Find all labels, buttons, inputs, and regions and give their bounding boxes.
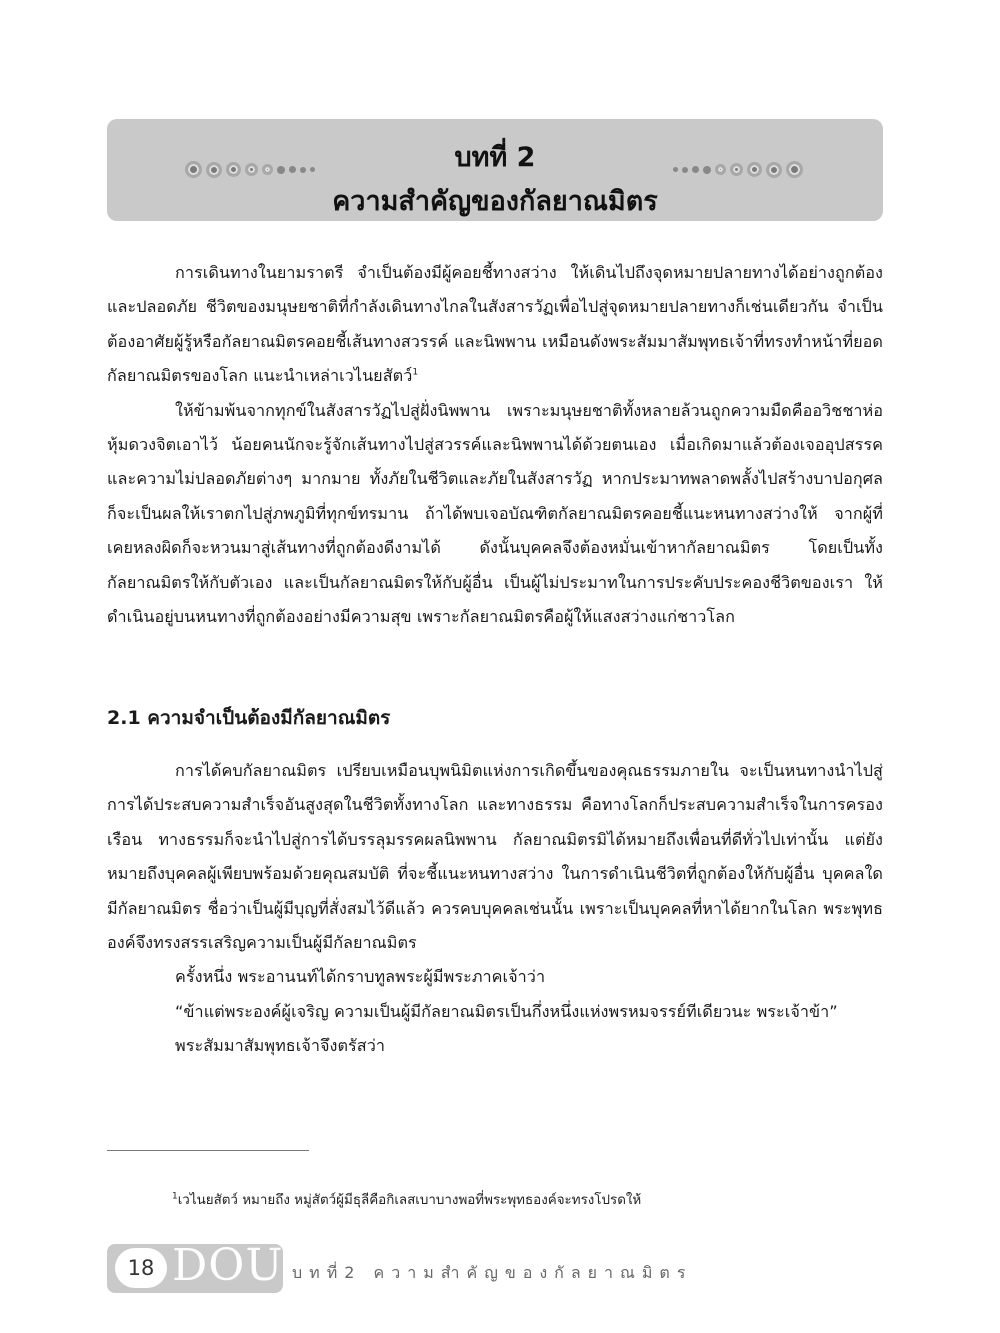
intro-paragraph-2: ให้ข้ามพ้นจากทุกข์ในสังสารวัฏไปสู่ฝั่งนิพพาน เพราะมนุษยชาติทั้งหลายล้วนถูกความมืดคืออวิชชาห่อหุ้มดวงจิตเอาไว้ น้อยคนนักจะรู้จักเส้นทางไปสู่สวรรค์และนิพพานได้ด้วยตนเอง เมื่อเกิดมาแล้วต้องเจออุปสรรคและความไม่ปลอดภัยต่างๆ มากมาย ทั้งภัยในชีวิตและภัยในสังสารวัฏ หากประมาทพลาดพลั้งไปสร้างบาปอกุศล ก็จะเป็นผลให้เราตกไปสู่ภพภูมิที่ทุกข์ทรมาน ถ้าได้พบเจอบัณฑิตกัลยาณมิตรคอยชี้แนะหนทางสว่างให้ จากผู้ที่เคยหลงผิดก็จะหวนมาสู่เส้นทางที่ถูกต้องดีงามได้ ดังนั้นบุคคลจึงต้องหมั่นเข้าหากัลยาณมิตร โดยเป็นทั้งกัลยาณมิตรให้กับตัวเอง และเป็นกัลยาณมิตรให้กับผู้อื่น เป็นผู้ไม่ประมาทในการประคับประคองชีวิตของเรา ให้ดำเนินอยู่บนหนทางที่ถูกต้องอย่างมีความสุข เพราะกัลยาณมิตรคือผู้ให้แสงสว่างแก่ชาวโลก (107, 400, 883, 627)
footnote (172, 1189, 641, 1210)
chapter-title: ความสำคัญของกัลยาณมิตร (332, 186, 658, 217)
footnote-marker: 1 (172, 1191, 178, 1202)
footnote-text: เวไนยสัตว์ หมายถึง หมู่สัตว์ผู้มีธุลีคือกิเลสเบาบางพอที่พระพุทธองค์จะทรงโปรดให้ (177, 1193, 642, 1208)
section-heading: 2.1 ความจำเป็นต้องมีกัลยาณมิตร (107, 707, 391, 729)
section-paragraph-3: พระสัมมาสัมพุทธเจ้าจึงตรัสว่า (175, 1036, 386, 1056)
section-paragraph-1: การได้คบกัลยาณมิตร เปรียบเหมือนบุพนิมิตแห่งการเกิดขึ้นของคุณธรรมภายใน จะเป็นหนทางนำไปสู่การได้ประสบความสำเร็จอันสูงสุดในชีวิตทั้งทางโลก และทางธรรม คือทางโลกก็ประสบความสำเร็จในการครองเรือน ทางธรรมก็จะนำไปสู่การได้บรรลุมรรคผลนิพพาน กัลยาณมิตรมิได้หมายถึงเพื่อนที่ดีทั่วไปเท่านั้น แต่ยังหมายถึงบุคคลผู้เพียบพร้อมด้วยคุณสมบัติ ที่จะชี้แนะหนทางสว่าง ในการดำเนินชีวิตที่ถูกต้องให้กับผู้อื่น บุคคลใดมีกัลยาณมิตร ชื่อว่าเป็นผู้มีบุญที่สั่งสมไว้ดีแล้ว ควรคบบุคคลเช่นนั้น เพราะเป็นบุคคลที่หาได้ยากในโลก พระพุทธองค์จึงทรงสรรเสริญความเป็นผู้มีกัลยาณมิตร (107, 761, 883, 953)
decorative-dots-right (673, 161, 803, 178)
footnote-divider (107, 1150, 309, 1151)
intro-paragraph-1: การเดินทางในยามราตรี จำเป็นต้องมีผู้คอยชี้ทางสว่าง ให้เดินไปถึงจุดหมายปลายทางได้อย่างถูกต้องและปลอดภัย ชีวิตของมนุษยชาติที่กำลังเดินทางไกลในสังสารวัฏเพื่อไปสู่จุดหมายปลายทางก็เช่นเดียวกัน จำเป็นต้องอาศัยผู้รู้หรือกัลยาณมิตรคอยชี้เส้นทางสวรรค์ และนิพพาน เหมือนดังพระสัมมาสัมพุทธเจ้าที่ทรงทำหน้าที่ยอดกัลยาณมิตรของโลก แนะนำเหล่าเวไนยสัตว์$^1$ (107, 263, 883, 386)
footnote-reference: 1 (412, 367, 419, 378)
chapter-header (107, 119, 883, 221)
dou-logo: DOU (172, 1240, 284, 1291)
page-number: 18 (115, 1248, 167, 1288)
section-paragraph-2: ครั้งหนึ่ง พระอานนท์ได้กราบทูลพระผู้มีพระภาคเจ้าว่า (175, 967, 546, 987)
intro-body (107, 256, 883, 634)
running-title: บทที่2 ความสำคัญของกัลยาณมิตร (292, 1263, 693, 1282)
section-quote: “ข้าแต่พระองค์ผู้เจริญ ความเป็นผู้มีกัลยาณมิตรเป็นกึ่งหนึ่งแห่งพรหมจรรย์ทีเดียวนะ พระเจ้าข้า” (175, 1001, 838, 1021)
chapter-number: บทที่ 2 (454, 142, 536, 173)
section-body (107, 754, 883, 1064)
